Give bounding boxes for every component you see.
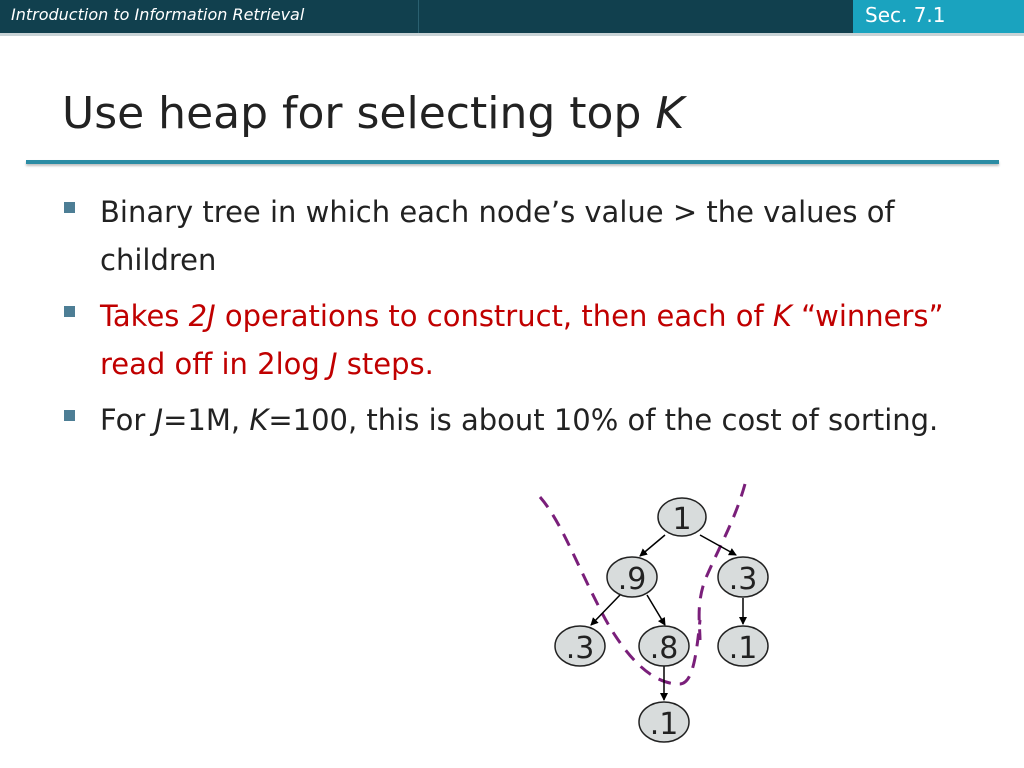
tree-node (718, 557, 768, 597)
slide-title-text: Use heap for selecting top (62, 88, 656, 139)
bullet-text-part: steps. (337, 347, 434, 381)
bullet-text-part: Takes (100, 299, 189, 333)
bullet-text-part: operations to construct, then each of (215, 299, 773, 333)
tree-node-label: .3 (565, 631, 595, 666)
bullet-variable: K (249, 403, 269, 437)
tree-node-label: .1 (728, 631, 758, 666)
tree-node (718, 626, 768, 666)
tree-node (639, 626, 689, 666)
bullet-variable: J (154, 403, 164, 437)
tree-node-label: .1 (649, 707, 679, 742)
tree-node (639, 702, 689, 742)
slide-title-variable: K (655, 88, 685, 139)
tree-node (607, 557, 657, 597)
tree-node-label: .3 (728, 562, 758, 597)
section-label: Sec. 7.1 (865, 3, 946, 27)
tree-node (658, 498, 706, 537)
bullet-variable: K (772, 299, 792, 333)
bullet-text-part: For (100, 403, 155, 437)
bullet-variable: J (329, 347, 338, 381)
bullet-variable: 2J (188, 299, 216, 333)
tree-node-label: 1 (672, 502, 692, 537)
bullet-text-part: =1M, (163, 403, 250, 437)
bullet-text-part: =100, this is about 10% of the cost of sorting. (268, 403, 939, 437)
bullet-text-part: “winners” read off in 2log (100, 299, 944, 381)
tree-node-label: .8 (649, 631, 679, 666)
tree-node (555, 626, 605, 666)
tree-node-label: .9 (617, 562, 647, 597)
edge-09-to-08 (647, 595, 665, 625)
bullet-text: Binary tree in which each node’s value > the values of children (100, 195, 895, 277)
edge-1-to-09 (640, 535, 665, 556)
course-title: Introduction to Information Retrieval (11, 5, 305, 24)
